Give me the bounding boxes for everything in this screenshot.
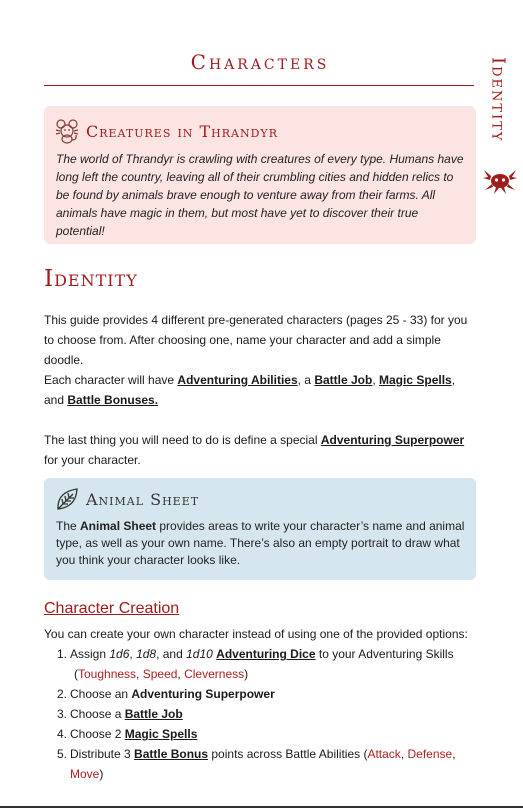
list-item — [44, 724, 484, 744]
step-text: ( — [74, 667, 78, 681]
animal-sheet-callout-body — [54, 518, 466, 569]
step-text: Choose an — [70, 687, 132, 701]
adventuring-superpower-term: Adventuring Superpower — [131, 687, 275, 701]
side-tab — [478, 40, 518, 160]
step-text: to your Adventuring Skills — [315, 647, 454, 661]
callout-text: The — [56, 519, 81, 533]
step-text: ) — [99, 767, 104, 781]
ability-defense: Defense — [407, 747, 453, 761]
magic-spells-step-link[interactable]: Magic Spells — [124, 727, 198, 741]
animal-sheet-term: Animal Sheet — [80, 519, 157, 533]
step-text: Choose a — [70, 707, 125, 721]
battle-bonus-link[interactable]: Battle Bonus — [134, 747, 209, 761]
para2-text: , and — [44, 373, 456, 407]
list-text — [70, 744, 484, 784]
page-title: Characters — [190, 50, 330, 74]
character-creation-intro: You can create your own character instead of using one of the provided options: — [44, 627, 468, 641]
step-text: Choose 2 — [70, 727, 125, 741]
identity-paragraph-1: This guide provides 4 different pre-generated characters (pages 25 - 33) for you to choose from. After choosing one, name your character and add a simple doodle. — [44, 313, 468, 367]
list-number: 3. — [56, 707, 67, 721]
step-text: Distribute 3 — [70, 747, 135, 761]
list-text — [70, 704, 484, 724]
creatures-callout — [44, 106, 476, 244]
battle-bonuses-link[interactable]: Battle Bonuses — [67, 393, 155, 407]
list-item — [44, 644, 484, 684]
bottom-divider — [0, 806, 523, 808]
die-1d10: 1d10 — [186, 647, 213, 661]
side-tab-label: Identity — [487, 57, 509, 143]
die-1d8: 1d8 — [136, 647, 157, 661]
callout-text: provides areas to write your character’s name and animal type, as well as your own name. There’s also an empty portrait to draw what you think your character looks like. — [56, 519, 465, 567]
step-text: , — [129, 647, 137, 661]
list-number: 2. — [56, 687, 67, 701]
list-text — [70, 684, 484, 704]
step-text: , — [400, 747, 408, 761]
para2-text: Each character will have — [44, 373, 178, 387]
battle-job-step-link[interactable]: Battle Job — [124, 707, 183, 721]
list-number: 1. — [56, 647, 67, 661]
ability-attack: Attack — [367, 747, 401, 761]
step-text: , — [136, 667, 143, 681]
para3-text: for your character. — [44, 453, 141, 467]
para2-text: . — [154, 393, 159, 407]
list-number: 5. — [56, 747, 67, 761]
mouse-icon — [54, 118, 80, 144]
character-creation-steps — [44, 644, 484, 784]
skill-speed: Speed — [142, 667, 178, 681]
list-text — [70, 724, 484, 744]
list-number: 4. — [56, 727, 67, 741]
axolotl-icon — [482, 162, 518, 196]
animal-sheet-callout-title: Animal Sheet — [86, 489, 200, 509]
ability-move: Move — [70, 767, 100, 781]
list-item — [44, 704, 484, 724]
list-text — [70, 644, 484, 684]
magic-spells-link[interactable]: Magic Spells — [379, 373, 452, 387]
die-1d6: 1d6 — [109, 647, 130, 661]
step-text: , and — [156, 647, 187, 661]
title-divider — [44, 85, 474, 86]
skill-toughness: Toughness — [78, 667, 137, 681]
list-item — [44, 744, 484, 784]
battle-job-link[interactable]: Battle Job — [314, 373, 373, 387]
step-text: , — [452, 747, 456, 761]
animal-sheet-callout — [44, 478, 476, 580]
step-text: ) — [244, 667, 249, 681]
identity-paragraph-3 — [44, 430, 476, 470]
adventuring-dice-link[interactable]: Adventuring Dice — [216, 647, 316, 661]
adventuring-abilities-link[interactable]: Adventuring Abilities — [177, 373, 298, 387]
para2-text: , — [372, 373, 380, 387]
step-text: points across Battle Abilities ( — [208, 747, 368, 761]
identity-heading: Identity — [44, 266, 138, 292]
adventuring-superpower-link[interactable]: Adventuring Superpower — [320, 433, 465, 447]
creatures-callout-body: The world of Thrandyr is crawling with creatures of every type. Humans have long left the country, leaving all of their crumbling cities and hidden relics to be found by animals brave enough to venture away from their farms. All animals have magic in them, but most have yet to discover their true potential! — [56, 152, 464, 238]
para2-text: , a — [297, 373, 315, 387]
list-item — [44, 684, 484, 704]
step-text: , — [177, 667, 185, 681]
leaf-icon — [54, 486, 80, 512]
para3-text: The last thing you will need to do is define a special — [44, 433, 321, 447]
character-creation-heading: Character Creation — [44, 600, 180, 617]
identity-paragraph-2 — [44, 370, 476, 410]
creatures-callout-title: Creatures in Thrandyr — [86, 121, 278, 141]
skill-cleverness: Cleverness — [184, 667, 245, 681]
step-text: Assign — [70, 647, 110, 661]
